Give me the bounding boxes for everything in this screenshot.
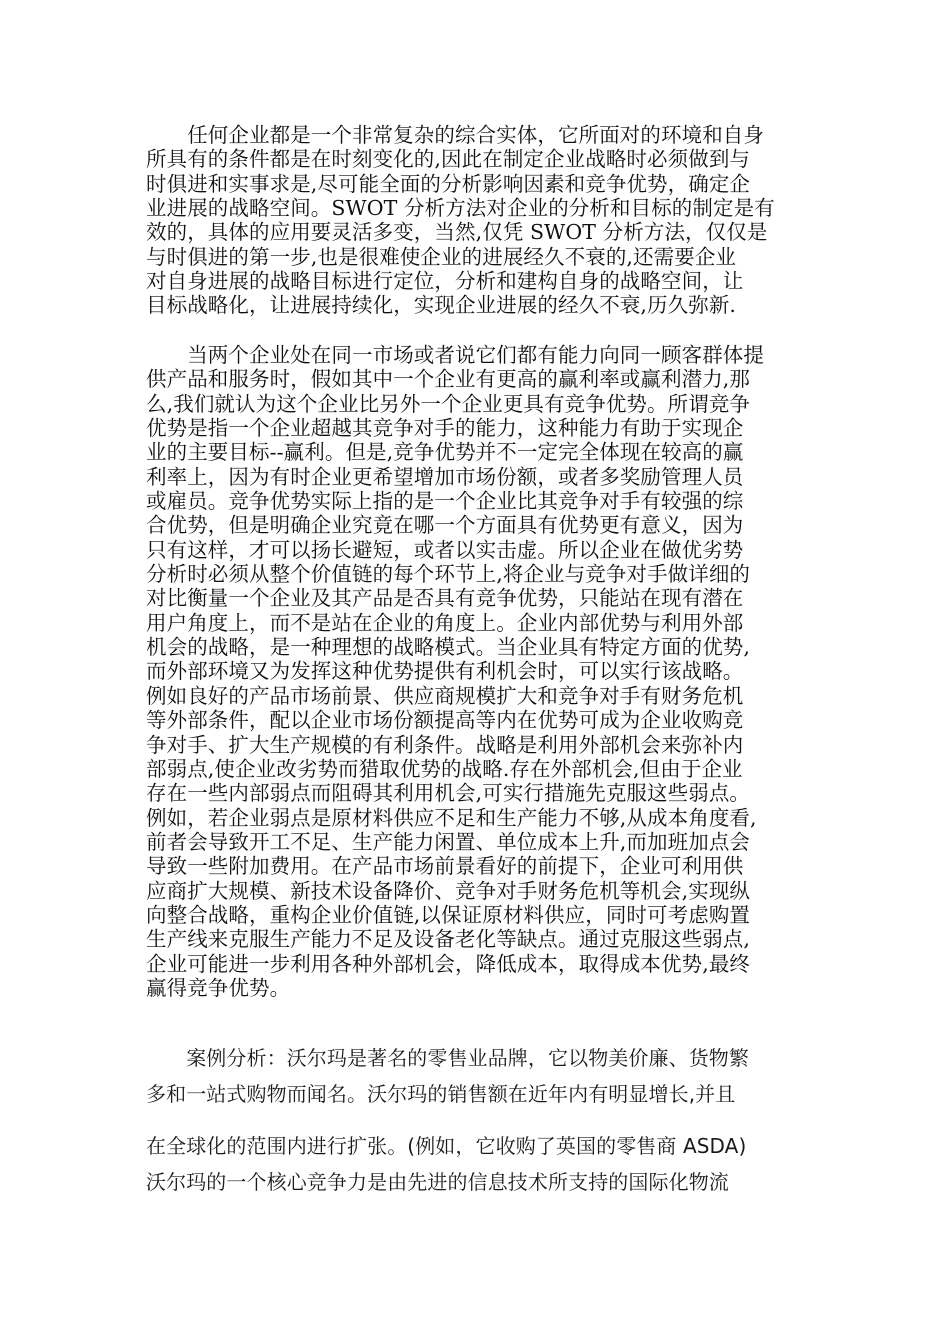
text-line: 与时俱进的第一步,也是很难使企业的进展经久不衰的,还需要企业 [146,244,737,269]
text-line: 例如良好的产品市场前景、供应商规模扩大和竞争对手有财务危机 [146,683,744,708]
text-line: 机会的战略，是一种理想的战略模式。当企业具有特定方面的优势, [146,635,751,660]
text-line: 只有这样，才可以扬长避短，或者以实击虚。所以企业在做优劣势 [146,537,744,562]
paragraph-case-analysis [146,1040,808,1200]
text-line: 等外部条件，配以企业市场份额提高等内在优势可成为企业收购竞 [146,708,744,733]
paragraph-competitive-advantage [146,343,808,1000]
text-line: 向整合战略，重构企业价值链,以保证原材料供应，同时可考虑购置 [146,902,751,927]
text-line: 所具有的条件都是在时刻变化的,因此在制定企业战略时必须做到与 [146,147,751,172]
text-line: 而外部环境又为发挥这种优势提供有利机会时，可以实行该战略。 [146,659,744,684]
text-line: 例如，若企业弱点是原材料供应不足和生产能力不够,从成本角度看, [146,805,757,830]
text-line: 用户角度上，而不是站在企业的角度上。企业内部优势与利用外部 [146,610,744,635]
text-line: 时俱进和实事求是,尽可能全面的分析影响因素和竞争优势，确定企 [146,171,751,196]
text-line: 对自身进展的战略目标进行定位，分析和建构自身的战略空间，让 [146,269,744,294]
text-line: 目标战略化，让进展持续化，实现企业进展的经久不衰,历久弥新. [146,293,737,318]
text-line: 么,我们就认为这个企业比另外一个企业更具有竞争优势。所谓竞争 [146,391,751,416]
text-line: 赢得竞争优势。 [146,975,291,1000]
text-line: 存在一些内部弱点而阻碍其利用机会,可实行措施先克服这些弱点。 [146,781,751,806]
text-line: 业的主要目标--赢利。但是,竞争优势并不一定完全体现在较高的赢 [146,440,744,465]
text-line: 企业可能进一步利用各种外部机会，降低成本，取得成本优势,最终 [146,951,751,976]
text-line: 任何企业都是一个非常复杂的综合实体，它所面对的环境和自身 [146,123,764,147]
text-line: 对比衡量一个企业及其产品是否具有竞争优势，只能站在现有潜在 [146,586,744,611]
text-line: 或雇员。竞争优势实际上指的是一个企业比其竞争对手有较强的综 [146,489,744,514]
text-line: 争对手、扩大生产规模的有利条件。战略是利用外部机会来弥补内 [146,732,744,757]
text-line: 供产品和服务时，假如其中一个企业有更高的赢利率或赢利潜力,那 [146,367,751,392]
text-line: 效的，具体的应用要灵活多变，当然,仅凭 SWOT 分析方法，仅仅是 [146,220,768,245]
text-line: 沃尔玛的一个核心竞争力是由先进的信息技术所支持的国际化物流 [146,1170,729,1194]
text-line: 多和一站式购物而闻名。沃尔玛的销售额在近年内有明显增长,并且 [146,1082,736,1106]
text-line: 导致一些附加费用。在产品市场前景看好的前提下，企业可利用供 [146,854,744,879]
text-line: 应商扩大规模、新技术设备降价、竞争对手财务危机等机会,实现纵 [146,878,751,903]
text-line: 利率上，因为有时企业更希望增加市场份额，或者多奖励管理人员 [146,464,744,489]
text-line: 当两个企业处在同一市场或者说它们都有能力向同一顾客群体提 [146,343,764,367]
text-line: 案例分析：沃尔玛是著名的零售业品牌，它以物美价廉、货物繁 [146,1046,749,1070]
text-line: 优势是指一个企业超越其竞争对手的能力，这种能力有助于实现企 [146,416,744,441]
text-line: 前者会导致开工不足、生产能力闲置、单位成本上升,而加班加点会 [146,829,751,854]
text-line: 业进展的战略空间。SWOT 分析方法对企业的分析和目标的制定是有 [146,196,775,221]
text-line: 分析时必须从整个价值链的每个环节上,将企业与竞争对手做详细的 [146,562,751,587]
text-line: 合优势，但是明确企业究竟在哪一个方面具有优势更有意义，因为 [146,513,744,538]
text-line: 生产线来克服生产能力不足及设备老化等缺点。通过克服这些弱点, [146,927,751,952]
paragraph-swot-conclusion [146,123,808,318]
text-line: 在全球化的范围内进行扩张。(例如，它收购了英国的零售商 ASDA) [146,1134,747,1158]
text-line: 部弱点,使企业改劣势而猎取优势的战略.存在外部机会,但由于企业 [146,756,743,781]
